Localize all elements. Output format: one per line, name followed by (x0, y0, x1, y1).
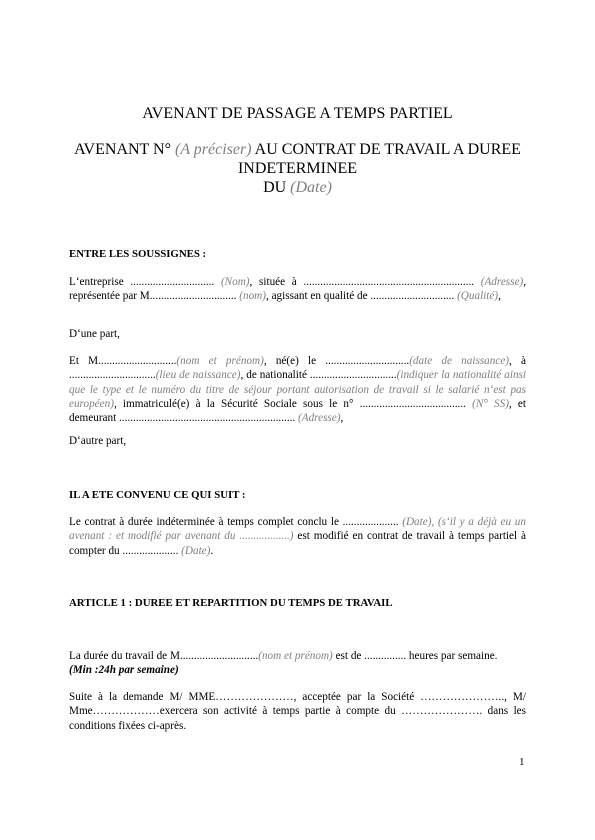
section-heading-parties: ENTRE LES SOUSSIGNES : (69, 248, 207, 260)
subtitle-line-1: AVENANT N° (A préciser) AU CONTRAT DE TRAVAIL A DUREE (74, 141, 521, 158)
title-line-1: AVENANT DE PASSAGE A TEMPS PARTIEL (142, 105, 453, 122)
section-heading-convenu: IL A ETE CONVENU CE QUI SUIT : (69, 489, 246, 501)
document-title (0, 104, 595, 123)
paragraph-duree: La durée du travail de M............................(nom et prénom) est de ............... heures par semaine. (69, 650, 498, 662)
document-subtitle (0, 140, 595, 197)
autre-part: D‘autre part, (69, 435, 127, 447)
placeholder-date: (Date) (290, 179, 332, 196)
article-1-heading: ARTICLE 1 : DUREE ET REPARTITION DU TEMPS DE TRAVAIL (69, 597, 393, 609)
subtitle-line-2: INDETERMINEE (237, 160, 358, 177)
placeholder-number: (A préciser) (174, 141, 252, 158)
paragraph-contrat: Le contrat à durée indéterminée à temps complet conclu le .................... (Date), (s‘il y a déjà eu un avenant : et modifié par avenant du ..................) est modifié en contrat de travail à temps partiel à compter du .................... (Date). (69, 516, 527, 557)
paragraph-entreprise: L‘entreprise .............................. (Nom), située à ............................................................. (Adresse), représentée par M............................... (nom), agissant en qualité de .............................. (Qualité), (69, 276, 526, 303)
paragraph-demande: Suite à la demande M/ MME…………………, acceptée par la Société ………………….., M/ Mme………………exercera son activité à temps partie à compte du …………………. dans les conditions fixées ci-après. (69, 691, 526, 732)
minimum-hours-note: (Min :24h par semaine) (69, 664, 179, 676)
page-number: 1 (519, 756, 525, 768)
paragraph-salarie: Et M............................(nom et prénom), né(e) le ..............................(date de naissance), à ...............................(lieu de naissance), de nationalité ...............................(indiquer la nationalité ainsi que le type et le numéro du titre de séjour portant autorisation de travail si le salarié n‘est pas européen), immatriculé(e) à la Sécurité Sociale sous le n° ...................................... (N° SS), et demeurant ............................................................... (Adresse), (69, 355, 526, 425)
une-part: D‘une part, (69, 328, 120, 340)
subtitle-line-3: DU (Date) (263, 179, 332, 196)
